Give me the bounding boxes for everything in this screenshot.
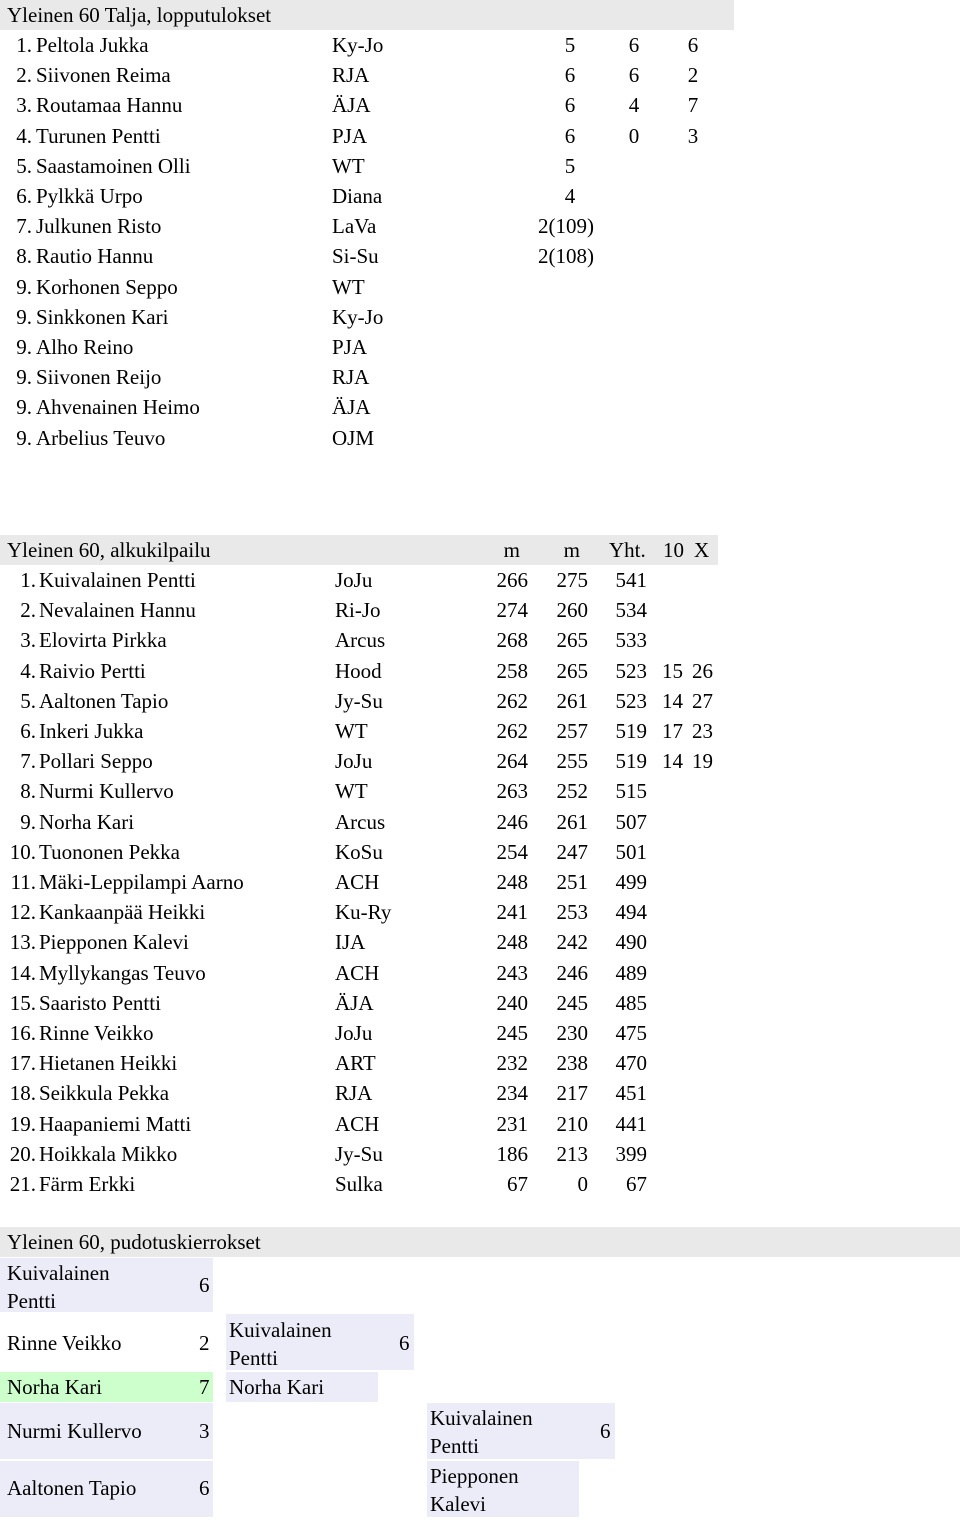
prelim-row-m2: 257 bbox=[556, 719, 588, 743]
round1-name: Norha Kari bbox=[7, 1375, 103, 1399]
prelim-row-total: 67 bbox=[626, 1172, 647, 1196]
prelim-row-m1: 246 bbox=[496, 809, 528, 834]
prelim-header-x: X bbox=[694, 538, 710, 562]
prelim-row-rank: 12. bbox=[9, 900, 36, 925]
round2-name: Kuivalainen Pentti bbox=[229, 1318, 332, 1370]
prelim-row-club: IJA bbox=[335, 930, 366, 955]
prelim-row-total: 499 bbox=[615, 870, 647, 894]
prelim-row-rank: 16. bbox=[9, 1021, 36, 1045]
prelim-row-rank: 6. bbox=[20, 719, 36, 743]
prelim-row-m1: 254 bbox=[496, 839, 528, 864]
final-row-club: WT bbox=[332, 153, 365, 178]
prelim-row-m2: 0 bbox=[577, 1172, 588, 1196]
prelim-row-name: Hietanen Heikki bbox=[39, 1051, 178, 1076]
prelim-row-rank: 17. bbox=[9, 1051, 36, 1076]
prelim-row-club: ART bbox=[335, 1051, 376, 1076]
prelim-row-name: Myllykangas Teuvo bbox=[39, 960, 206, 985]
prelim-row-rank: 19. bbox=[9, 1111, 36, 1136]
final-row-rank: 6. bbox=[16, 184, 32, 208]
final-row-rank: 9. bbox=[16, 395, 32, 420]
prelim-row-name: Pollari Seppo bbox=[39, 749, 153, 774]
prelim-row-total: 399 bbox=[615, 1141, 647, 1166]
final-row-score-1: 2(108) bbox=[538, 244, 594, 269]
prelim-row-m2: 265 bbox=[556, 658, 588, 683]
prelim-row-m2: 252 bbox=[556, 779, 588, 804]
prelim-row-rank: 13. bbox=[9, 930, 36, 955]
final-row-club: ÄJA bbox=[332, 93, 371, 118]
prelim-row-name: Seikkula Pekka bbox=[39, 1081, 170, 1106]
prelim-row-m1: 186 bbox=[496, 1141, 528, 1166]
prelim-row-total: 501 bbox=[615, 839, 647, 864]
prelim-row-m2: 261 bbox=[556, 809, 588, 834]
prelim-row-name: Haapaniemi Matti bbox=[39, 1111, 192, 1136]
prelim-row-m2: 251 bbox=[556, 870, 588, 894]
final-row-club: OJM bbox=[332, 425, 375, 450]
final-row-club: ÄJA bbox=[332, 395, 371, 420]
prelim-row-m1: 262 bbox=[496, 688, 528, 713]
final-row-rank: 8. bbox=[16, 244, 32, 269]
final-row-score-3: 7 bbox=[687, 93, 699, 118]
prelim-row-name: Mäki-Leppilampi Aarno bbox=[39, 870, 244, 894]
prelim-row-total: 451 bbox=[615, 1081, 647, 1106]
prelim-row-club: Jy-Su bbox=[335, 688, 383, 713]
prelim-row-club: JoJu bbox=[335, 749, 373, 774]
final-row-score-2: 6 bbox=[628, 63, 640, 88]
final-row-rank: 4. bbox=[16, 123, 32, 148]
prelim-row-club: ACH bbox=[335, 1111, 380, 1136]
final-row-rank: 9. bbox=[16, 304, 32, 329]
prelim-row-x: 26 bbox=[692, 658, 713, 683]
final-row-rank: 2. bbox=[16, 63, 32, 88]
prelim-row-club: KoSu bbox=[335, 839, 383, 864]
prelim-header-m2: m bbox=[563, 538, 580, 562]
round1-score: 6 bbox=[199, 1476, 210, 1500]
prelim-row-m2: 265 bbox=[556, 628, 588, 653]
prelim-row-m2: 246 bbox=[556, 960, 588, 985]
prelim-row-rank: 2. bbox=[20, 598, 36, 623]
prelim-row-rank: 3. bbox=[20, 628, 36, 653]
final-row-rank: 1. bbox=[16, 33, 32, 57]
prelim-row-club: RJA bbox=[335, 1081, 373, 1106]
final-row-name: Routamaa Hannu bbox=[36, 93, 183, 118]
prelim-row-m1: 67 bbox=[507, 1172, 528, 1196]
prelim-row-name: Kuivalainen Pentti bbox=[39, 568, 196, 592]
round1-score: 2 bbox=[199, 1331, 210, 1355]
final-row-name: Sinkkonen Kari bbox=[36, 304, 169, 329]
final-row-name: Julkunen Risto bbox=[36, 214, 162, 239]
prelim-row-total: 494 bbox=[615, 900, 647, 925]
final-row-club: Ky-Jo bbox=[332, 33, 384, 57]
final-row-rank: 5. bbox=[16, 153, 32, 178]
final-row-score-3: 3 bbox=[687, 123, 699, 148]
final-row-score-1: 5 bbox=[564, 153, 576, 178]
final-row-club: Ky-Jo bbox=[332, 304, 384, 329]
prelim-row-x: 19 bbox=[692, 749, 713, 774]
final-row-club: RJA bbox=[332, 63, 370, 88]
prelim-header-total: Yht. bbox=[609, 538, 646, 562]
final-row-name: Rautio Hannu bbox=[36, 244, 154, 269]
prelim-row-total: 507 bbox=[615, 809, 647, 834]
prelim-row-tens: 14 bbox=[662, 749, 683, 774]
prelim-row-name: Elovirta Pirkka bbox=[39, 628, 167, 653]
prelim-row-rank: 5. bbox=[20, 688, 36, 713]
prelim-row-club: JoJu bbox=[335, 568, 373, 592]
prelim-row-m2: 217 bbox=[556, 1081, 588, 1106]
prelim-row-x: 23 bbox=[692, 719, 713, 743]
prelim-row-tens: 14 bbox=[662, 688, 683, 713]
final-row-rank: 9. bbox=[16, 335, 32, 359]
prelim-row-rank: 11. bbox=[10, 870, 36, 894]
final-row-name: Pylkkä Urpo bbox=[36, 184, 143, 208]
prelim-row-name: Nevalainen Hannu bbox=[39, 598, 196, 623]
prelim-row-name: Piepponen Kalevi bbox=[39, 930, 189, 955]
prelim-row-total: 490 bbox=[615, 930, 647, 955]
final-row-score-1: 5 bbox=[564, 33, 576, 57]
prelim-row-m1: 264 bbox=[496, 749, 528, 774]
prelim-row-total: 519 bbox=[615, 719, 647, 743]
prelim-row-m1: 258 bbox=[496, 658, 528, 683]
prelim-row-name: Nurmi Kullervo bbox=[39, 779, 174, 804]
prelim-title: Yleinen 60, alkukilpailu bbox=[7, 538, 211, 562]
final-row-score-1: 6 bbox=[564, 123, 576, 148]
final-row-club: WT bbox=[332, 274, 365, 299]
prelim-row-name: Hoikkala Mikko bbox=[39, 1141, 178, 1166]
prelim-row-club: Sulka bbox=[335, 1172, 383, 1196]
prelim-row-total: 470 bbox=[615, 1051, 647, 1076]
round2-score: 6 bbox=[399, 1331, 410, 1355]
prelim-row-x: 27 bbox=[692, 688, 713, 713]
prelim-row-total: 475 bbox=[615, 1021, 647, 1045]
prelim-row-m1: 241 bbox=[496, 900, 528, 925]
final-row-score-1: 4 bbox=[564, 184, 576, 208]
prelim-row-m1: 231 bbox=[496, 1111, 528, 1136]
prelim-row-club: JoJu bbox=[335, 1021, 373, 1045]
final-row-score-3: 6 bbox=[687, 33, 699, 57]
prelim-row-m2: 255 bbox=[556, 749, 588, 774]
prelim-row-m1: 268 bbox=[496, 628, 528, 653]
final-row-name: Turunen Pentti bbox=[36, 123, 161, 148]
round1-score: 6 bbox=[199, 1273, 210, 1297]
final-row-name: Arbelius Teuvo bbox=[36, 425, 166, 450]
prelim-row-club: ACH bbox=[335, 870, 380, 894]
final-row-club: PJA bbox=[332, 335, 368, 359]
prelim-row-name: Inkeri Jukka bbox=[39, 719, 144, 743]
final-results-title: Yleinen 60 Talja, lopputulokset bbox=[7, 3, 272, 27]
prelim-row-m2: 245 bbox=[556, 990, 588, 1015]
prelim-row-name: Raivio Pertti bbox=[39, 658, 146, 683]
prelim-row-m1: 248 bbox=[496, 930, 528, 955]
prelim-row-rank: 14. bbox=[9, 960, 36, 985]
prelim-row-club: Ku-Ry bbox=[335, 900, 392, 925]
prelim-row-total: 489 bbox=[615, 960, 647, 985]
round1-name: Rinne Veikko bbox=[7, 1331, 122, 1355]
prelim-row-name: Tuononen Pekka bbox=[39, 839, 180, 864]
prelim-row-m1: 248 bbox=[496, 870, 528, 894]
final-row-name: Alho Reino bbox=[36, 335, 134, 359]
round1-name: Kuivalainen Pentti bbox=[7, 1261, 110, 1313]
final-row-name: Peltola Jukka bbox=[36, 33, 149, 57]
final-row-club: Diana bbox=[332, 184, 383, 208]
prelim-row-m2: 242 bbox=[556, 930, 588, 955]
prelim-row-m1: 232 bbox=[496, 1051, 528, 1076]
final-row-rank: 9. bbox=[16, 425, 32, 450]
prelim-row-m2: 213 bbox=[556, 1141, 588, 1166]
prelim-row-rank: 15. bbox=[9, 990, 36, 1015]
prelim-row-m2: 210 bbox=[556, 1111, 588, 1136]
final-row-name: Siivonen Reima bbox=[36, 63, 171, 88]
round2-name: Norha Kari bbox=[229, 1375, 325, 1399]
prelim-row-m1: 234 bbox=[496, 1081, 528, 1106]
round1-name: Nurmi Kullervo bbox=[7, 1419, 142, 1443]
prelim-row-m2: 253 bbox=[556, 900, 588, 925]
final-row-club: PJA bbox=[332, 123, 368, 148]
prelim-row-m2: 238 bbox=[556, 1051, 588, 1076]
prelim-row-rank: 10. bbox=[9, 839, 36, 864]
prelim-row-total: 523 bbox=[615, 658, 647, 683]
prelim-row-rank: 1. bbox=[20, 568, 36, 592]
prelim-row-club: Hood bbox=[335, 658, 382, 683]
prelim-row-rank: 20. bbox=[9, 1141, 36, 1166]
final-row-score-1: 2(109) bbox=[538, 214, 594, 239]
prelim-row-m1: 263 bbox=[496, 779, 528, 804]
prelim-row-total: 523 bbox=[615, 688, 647, 713]
prelim-row-m1: 245 bbox=[496, 1021, 528, 1045]
prelim-row-tens: 15 bbox=[662, 658, 683, 683]
prelim-row-tens: 17 bbox=[662, 719, 683, 743]
prelim-row-name: Aaltonen Tapio bbox=[39, 688, 169, 713]
round1-name: Aaltonen Tapio bbox=[7, 1476, 137, 1500]
prelim-row-m1: 240 bbox=[496, 990, 528, 1015]
prelim-row-rank: 4. bbox=[20, 658, 36, 683]
prelim-row-club: WT bbox=[335, 779, 368, 804]
prelim-row-club: ACH bbox=[335, 960, 380, 985]
knockout-title: Yleinen 60, pudotuskierrokset bbox=[7, 1230, 261, 1254]
prelim-row-name: Rinne Veikko bbox=[39, 1021, 154, 1045]
round1-score: 7 bbox=[199, 1375, 210, 1399]
final-row-score-1: 6 bbox=[564, 63, 576, 88]
prelim-row-club: Arcus bbox=[335, 809, 386, 834]
prelim-row-rank: 21. bbox=[9, 1172, 36, 1196]
prelim-row-m2: 275 bbox=[556, 568, 588, 592]
final-row-rank: 9. bbox=[16, 274, 32, 299]
prelim-row-name: Kankaanpää Heikki bbox=[39, 900, 206, 925]
prelim-row-club: WT bbox=[335, 719, 368, 743]
prelim-row-name: Färm Erkki bbox=[39, 1172, 136, 1196]
prelim-row-total: 533 bbox=[615, 628, 647, 653]
prelim-row-rank: 8. bbox=[20, 779, 36, 804]
prelim-row-m2: 247 bbox=[556, 839, 588, 864]
final-row-score-3: 2 bbox=[687, 63, 699, 88]
prelim-row-club: Arcus bbox=[335, 628, 386, 653]
prelim-header-m1: m bbox=[503, 538, 520, 562]
prelim-row-m1: 243 bbox=[496, 960, 528, 985]
prelim-row-rank: 7. bbox=[20, 749, 36, 774]
prelim-row-rank: 9. bbox=[20, 809, 36, 834]
prelim-row-total: 515 bbox=[615, 779, 647, 804]
round1-score: 3 bbox=[199, 1419, 210, 1443]
prelim-row-club: Ri-Jo bbox=[335, 598, 381, 623]
final-row-score-1: 6 bbox=[564, 93, 576, 118]
round3-score: 6 bbox=[600, 1419, 611, 1443]
final-row-club: LaVa bbox=[332, 214, 377, 239]
prelim-row-club: Jy-Su bbox=[335, 1141, 383, 1166]
prelim-row-total: 485 bbox=[615, 990, 647, 1015]
final-row-score-2: 4 bbox=[628, 93, 640, 118]
round3-name: Kuivalainen Pentti bbox=[430, 1406, 533, 1458]
prelim-row-m2: 261 bbox=[556, 688, 588, 713]
final-row-score-2: 6 bbox=[628, 33, 640, 57]
prelim-row-total: 441 bbox=[615, 1111, 647, 1136]
prelim-row-club: ÄJA bbox=[335, 990, 374, 1015]
prelim-row-rank: 18. bbox=[9, 1081, 36, 1106]
prelim-row-total: 519 bbox=[615, 749, 647, 774]
final-row-rank: 9. bbox=[16, 365, 32, 390]
final-row-name: Siivonen Reijo bbox=[36, 365, 162, 390]
prelim-row-m1: 266 bbox=[496, 568, 528, 592]
prelim-row-name: Norha Kari bbox=[39, 809, 135, 834]
prelim-row-m1: 274 bbox=[496, 598, 528, 623]
prelim-header-tens: 10 bbox=[663, 538, 684, 562]
final-row-club: RJA bbox=[332, 365, 370, 390]
round3-name: Piepponen Kalevi bbox=[430, 1464, 519, 1516]
final-row-name: Ahvenainen Heimo bbox=[36, 395, 200, 420]
prelim-row-m1: 262 bbox=[496, 719, 528, 743]
prelim-row-m2: 260 bbox=[556, 598, 588, 623]
prelim-row-total: 541 bbox=[615, 568, 647, 592]
final-row-score-2: 0 bbox=[628, 123, 640, 148]
final-row-name: Korhonen Seppo bbox=[36, 274, 178, 299]
final-row-club: Si-Su bbox=[332, 244, 379, 269]
prelim-row-name: Saaristo Pentti bbox=[39, 990, 161, 1015]
final-row-rank: 7. bbox=[16, 214, 32, 239]
prelim-row-total: 534 bbox=[615, 598, 647, 623]
final-row-rank: 3. bbox=[16, 93, 32, 118]
prelim-row-m2: 230 bbox=[556, 1021, 588, 1045]
final-row-name: Saastamoinen Olli bbox=[36, 153, 191, 178]
